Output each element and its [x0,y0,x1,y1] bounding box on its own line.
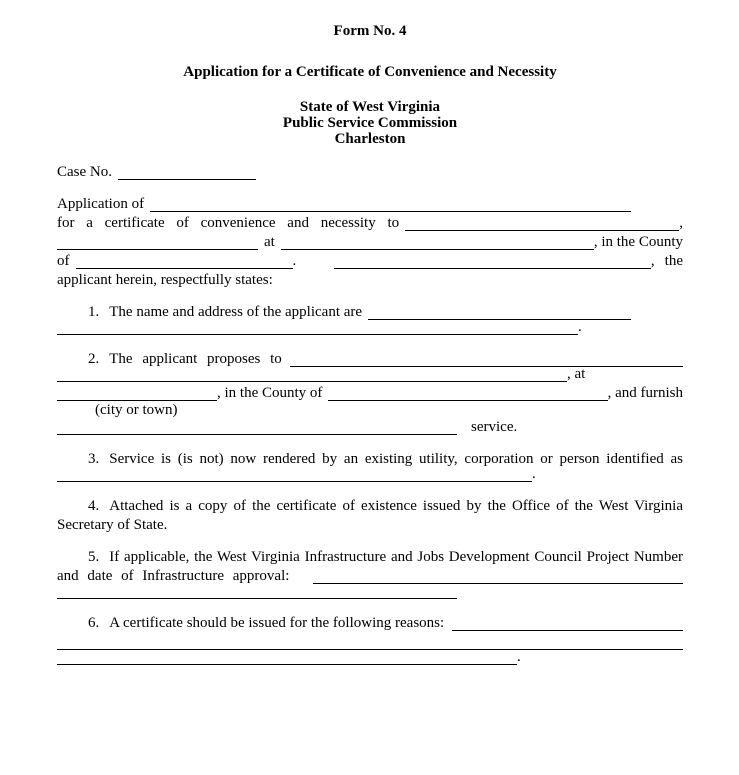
restated-applicant-blank[interactable] [334,268,651,269]
furnish-tail-label: , and furnish [607,385,683,401]
necessity-purpose-blank[interactable] [405,230,679,231]
reasons-blank-3[interactable] [57,664,517,665]
approval-label: and date of Infrastructure approval: [57,568,290,584]
item-2-city-label-line [57,403,683,418]
item-4-text: Attached is a copy of the certificate of existence issued by the Office of the West Virginia [109,498,683,514]
agency-state: State of West Virginia [299,99,441,115]
case-no-line [57,163,683,182]
item-1 [57,303,683,337]
project-number-blank[interactable] [313,583,683,584]
item-5-line-2 [57,567,683,586]
existing-utility-blank[interactable] [57,481,532,482]
item-3 [57,450,683,484]
item-6-line-2 [57,633,683,652]
item-1-line-1 [57,303,683,322]
intro-line-3 [57,233,683,252]
intro-paragraph [57,195,683,290]
item-3-number: 3. [88,451,100,467]
item-5-line-3 [57,586,683,601]
item-6-period: . [517,649,521,665]
item-4-line-2 [57,516,683,535]
agency-commission: Public Service Commission [282,115,458,131]
service-type-blank[interactable] [57,434,457,435]
intro-period: . [292,253,297,269]
respectfully-states-label: applicant herein, respectfully states: [57,272,273,288]
secretary-of-state-label: Secretary of State. [57,517,168,533]
item-6-line-3 [57,649,683,667]
reasons-blank[interactable] [452,630,683,631]
applicant-name-blank[interactable] [150,211,631,212]
item-6 [57,614,683,667]
item-6-line-1 [57,614,683,633]
item-2-line-1 [57,350,683,369]
reasons-blank-2[interactable] [57,649,683,650]
intro-line-5 [57,271,683,290]
at-tail-label: , at [567,366,586,382]
form-number: Form No. 4 [333,23,407,39]
item-5-text: If applicable, the West Virginia Infrastructure and Jobs Development Council Project Number [109,549,683,565]
county-mid-label: , in the County of [217,385,323,401]
service-label: service. [471,419,518,435]
item-5-line-1 [57,548,683,567]
city-or-town-label: (city or town) [95,402,178,418]
case-no-blank[interactable] [118,179,256,180]
the-label: the [664,253,683,269]
item-2-line-5 [57,418,683,437]
proposal-blank-2[interactable] [57,381,567,382]
certificate-clause: for a certificate of convenience and necessity to [57,215,400,231]
application-of-label: Application of [57,196,145,212]
item-1-line-2 [57,319,683,337]
proposal-blank[interactable] [290,366,683,367]
intro-comma-1: , [679,215,683,231]
applicant-entity-blank[interactable] [57,249,258,250]
agency-city: Charleston [334,131,406,147]
item-2 [57,350,683,437]
item-5-number: 5. [88,549,100,565]
name-address-blank[interactable] [368,319,631,320]
item-1-period: . [578,319,582,335]
item-1-number: 1. [88,304,100,320]
item-1-text: The name and address of the applicant are [109,304,363,320]
intro-comma-2: , [650,253,655,269]
at-label: at [264,234,275,250]
of-label: of [57,253,70,269]
item-2-line-2 [57,366,683,384]
item-4-line-1 [57,497,683,516]
form-title: Application for a Certificate of Convenience and Necessity [183,64,557,80]
project-number-blank-2[interactable] [57,598,457,599]
intro-line-2 [57,214,683,233]
item-6-number: 6. [88,615,100,631]
item-4 [57,497,683,535]
county-of-blank[interactable] [328,400,607,401]
item-3-line-2 [57,466,683,484]
county-tail-label: , in the County [593,234,683,250]
item-4-number: 4. [88,498,100,514]
agency-block [57,99,683,147]
item-2-line-3 [57,384,683,403]
name-address-blank-2[interactable] [57,334,578,335]
item-3-period: . [532,466,536,482]
intro-line-1 [57,195,683,214]
item-2-text: The applicant proposes to [109,351,282,367]
location-blank[interactable] [281,249,594,250]
item-2-number: 2. [88,351,100,367]
item-3-text: Service is (is not) now rendered by an existing utility, corporation or person identified as [109,451,683,467]
city-town-blank[interactable] [57,400,217,401]
case-no-label: Case No. [57,164,112,180]
intro-line-4 [57,252,683,271]
county-blank[interactable] [76,268,293,269]
item-3-line-1 [57,450,683,469]
item-5 [57,548,683,601]
item-6-text: A certificate should be issued for the following reasons: [109,615,445,631]
